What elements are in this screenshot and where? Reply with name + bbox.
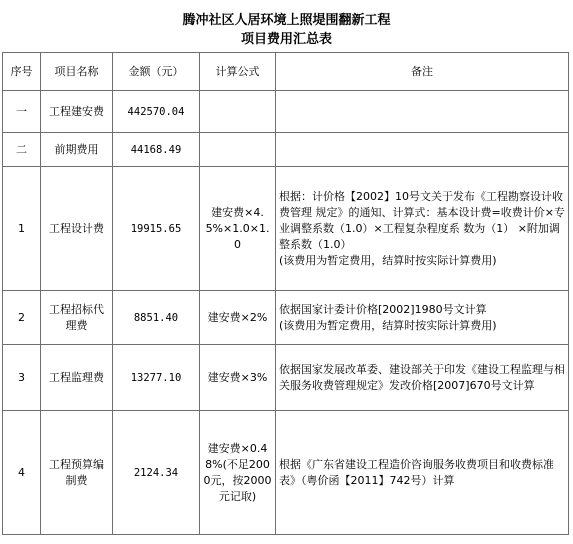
- cell-formula: 建安费×2%: [200, 291, 276, 345]
- header-formula: 计算公式: [200, 53, 276, 91]
- cell-amount: 2124.34: [113, 411, 200, 535]
- cell-note: [276, 91, 569, 133]
- document-subtitle: 项目费用汇总表: [240, 32, 332, 47]
- cell-amount: 19915.65: [113, 167, 200, 291]
- cell-seq: 1: [3, 167, 41, 291]
- cell-note: [276, 133, 569, 167]
- cell-amount: 13277.10: [113, 345, 200, 411]
- cell-name: 工程招标代理费: [41, 291, 113, 345]
- cell-name: 前期费用: [41, 133, 113, 167]
- cell-formula: 建安费×4.5%×1.0×1.0: [200, 167, 276, 291]
- cell-formula: 建安费×3%: [200, 345, 276, 411]
- cell-name: 工程监理费: [41, 345, 113, 411]
- cell-seq: 二: [3, 133, 41, 167]
- document-title: 腾冲社区人居环境上照堤围翻新工程: [182, 13, 391, 28]
- fee-summary-table: [2, 52, 569, 535]
- header-note: 备注: [276, 53, 569, 91]
- cell-name: 工程设计费: [41, 167, 113, 291]
- header-seq: 序号: [3, 53, 41, 91]
- header-amount: 金额（元）: [113, 53, 200, 91]
- cell-name: 工程建安费: [41, 91, 113, 133]
- table-row: [3, 291, 569, 345]
- header-name: 项目名称: [41, 53, 113, 91]
- cell-note: 依据国家发展改革委、建设部关于印发《建设工程监理与相关服务收费管理规定》发改价格[2007]670号文计算: [276, 345, 569, 411]
- cell-amount: 442570.04: [113, 91, 200, 133]
- cell-formula: [200, 133, 276, 167]
- cell-formula: 建安费×0.48%(不足2000元，按2000元记取): [200, 411, 276, 535]
- table-row: [3, 133, 569, 167]
- cell-amount: 8851.40: [113, 291, 200, 345]
- cell-name: 工程预算编制费: [41, 411, 113, 535]
- table-row: [3, 167, 569, 291]
- table-row: [3, 345, 569, 411]
- cell-seq: 2: [3, 291, 41, 345]
- table-row: [3, 91, 569, 133]
- cell-note: 根据：计价格【2002】10号文关于发布《工程勘察设计收费管理 规定》的通知、计算式：基本设计费=收费计价×专业调整系数（1.0）×工程复杂程度系 数为（1） ×附加调整系数（1.0） (该费用为暂定费用，结算时按实际计算费用): [276, 167, 569, 291]
- cell-seq: 4: [3, 411, 41, 535]
- cell-note: 依据国家计委计价格[2002]1980号文计算 (该费用为暂定费用，结算时按实际计算费用): [276, 291, 569, 345]
- cell-seq: 一: [3, 91, 41, 133]
- cell-note: 根据《广东省建设工程造价咨询服务收费项目和收费标准表》（粤价函【2011】742号）计算: [276, 411, 569, 535]
- table-row: [3, 411, 569, 535]
- cell-seq: 3: [3, 345, 41, 411]
- cell-amount: 44168.49: [113, 133, 200, 167]
- header-row: [3, 53, 569, 91]
- cell-formula: [200, 91, 276, 133]
